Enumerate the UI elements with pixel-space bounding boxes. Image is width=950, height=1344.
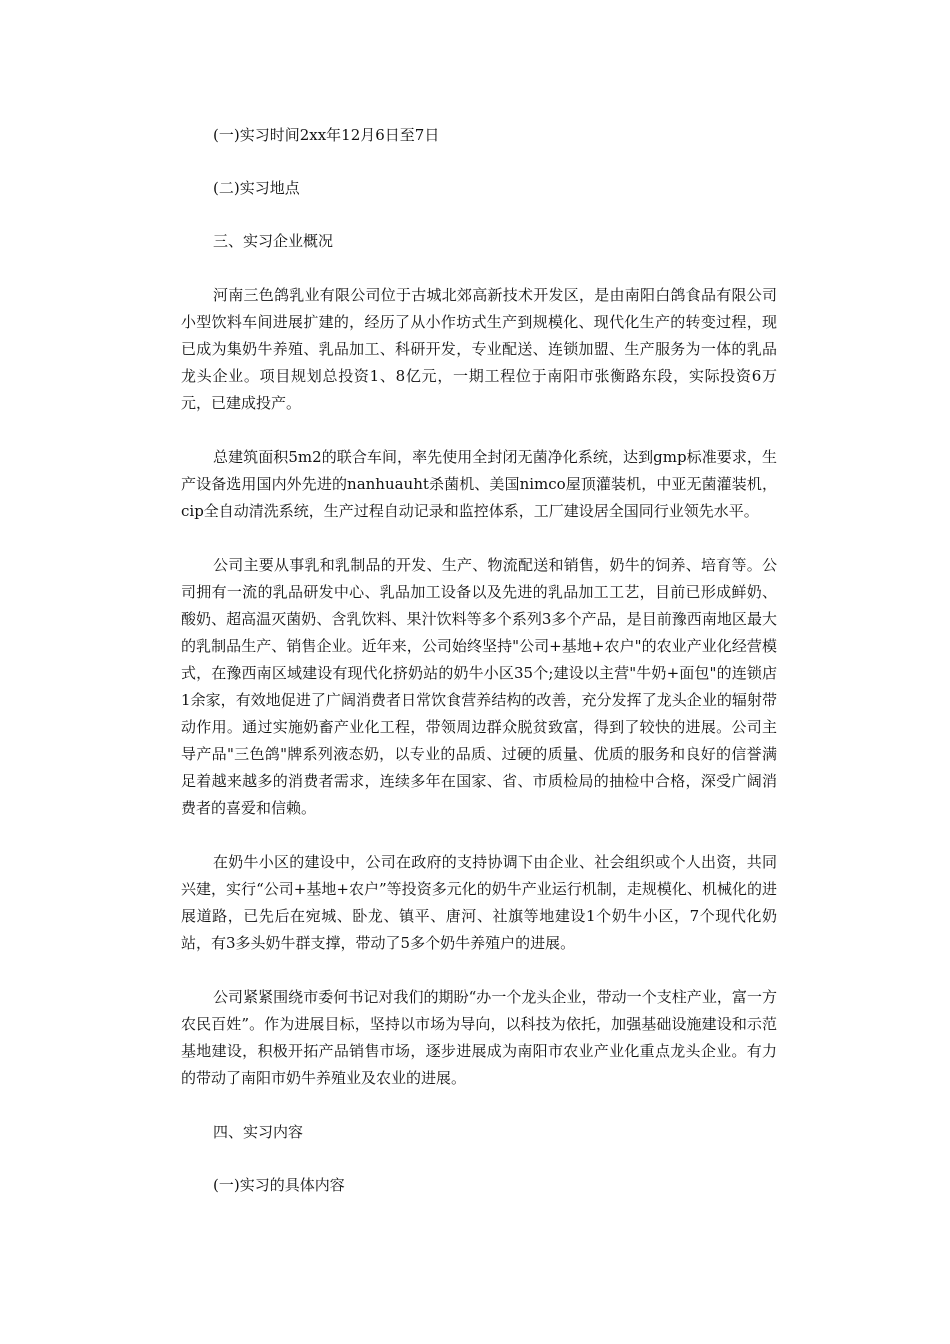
heading-internship-time: (一)实习时间2xx年12月6日至7日 <box>213 126 440 144</box>
section-heading-internship-content: 四、实习内容 <box>213 1123 304 1141</box>
paragraph-business-scope: 公司主要从事乳和乳制品的开发、生产、物流配送和销售，奶牛的饲养、培育等。公司拥有一流的乳品研发中心、乳品加工设备以及先进的乳品加工工艺，目前已形成鲜奶、酸奶、超高温灭菌奶、含乳饮料、果汁饮料等多个系列3多个产品，是目前豫西南地区最大的乳制品生产、销售企业。近年来，公司始终坚持"公司+基地+农户"的农业产业化经营模式，在豫西南区域建设有现代化挤奶站的奶牛小区35个;建设以主营"牛奶+面包"的连锁店1余家，有效地促进了广阔消费者日常饮食营养结构的改善，充分发挥了龙头企业的辐射带动作用。通过实施奶畜产业化工程，带领周边群众脱贫致富，得到了较快的进展。公司主导产品"三色鸽"牌系列液态奶，以专业的品质、过硬的质量、优质的服务和良好的信誉满足着越来越多的消费者需求，连续多年在国家、省、市质检局的抽检中合格，深受广阔消费者的喜爱和信赖。 <box>181 556 777 817</box>
paragraph-building-facilities: 总建筑面积5m2的联合车间，率先使用全封闭无菌净化系统，达到gmp标准要求，生产设备选用国内外先进的nanhuauht杀菌机、美国nimco屋顶灌装机，中亚无菌灌装机，cip全自动清洗系统，生产过程自动记录和监控体系，工厂建设居全国同行业领先水平。 <box>181 448 777 520</box>
heading-internship-detail: (一)实习的具体内容 <box>213 1176 345 1194</box>
paragraph-dairy-community: 在奶牛小区的建设中，公司在政府的支持协调下由企业、社会组织或个人出资，共同兴建，实行“公司+基地+农户”等投资多元化的奶牛产业运行机制，走规模化、机械化的进展道路，已先后在宛城、卧龙、镇平、唐河、社旗等地建设1个奶牛小区，7个现代化奶站，有3多头奶牛群支撑，带动了5多个奶牛养殖户的进展。 <box>181 853 777 952</box>
section-heading-company-overview: 三、实习企业概况 <box>213 232 334 250</box>
heading-internship-place: (二)实习地点 <box>213 179 300 197</box>
document-page <box>181 122 777 1199</box>
paragraph-development-goal: 公司紧紧围绕市委何书记对我们的期盼“办一个龙头企业，带动一个支柱产业，富一方农民百姓”。作为进展目标，坚持以市场为导向，以科技为依托，加强基础设施建设和示范基地建设，积极开拓产品销售市场，逐步进展成为南阳市农业产业化重点龙头企业。有力的带动了南阳市奶牛养殖业及农业的进展。 <box>181 988 777 1087</box>
paragraph-company-intro: 河南三色鸽乳业有限公司位于古城北郊高新技术开发区，是由南阳白鸽食品有限公司小型饮料车间进展扩建的，经历了从小作坊式生产到规模化、现代化生产的转变过程，现已成为集奶牛养殖、乳品加工、科研开发，专业配送、连锁加盟、生产服务为一体的乳品龙头企业。项目规划总投资1、8亿元，一期工程位于南阳市张衡路东段，实际投资6万元，已建成投产。 <box>181 286 777 412</box>
